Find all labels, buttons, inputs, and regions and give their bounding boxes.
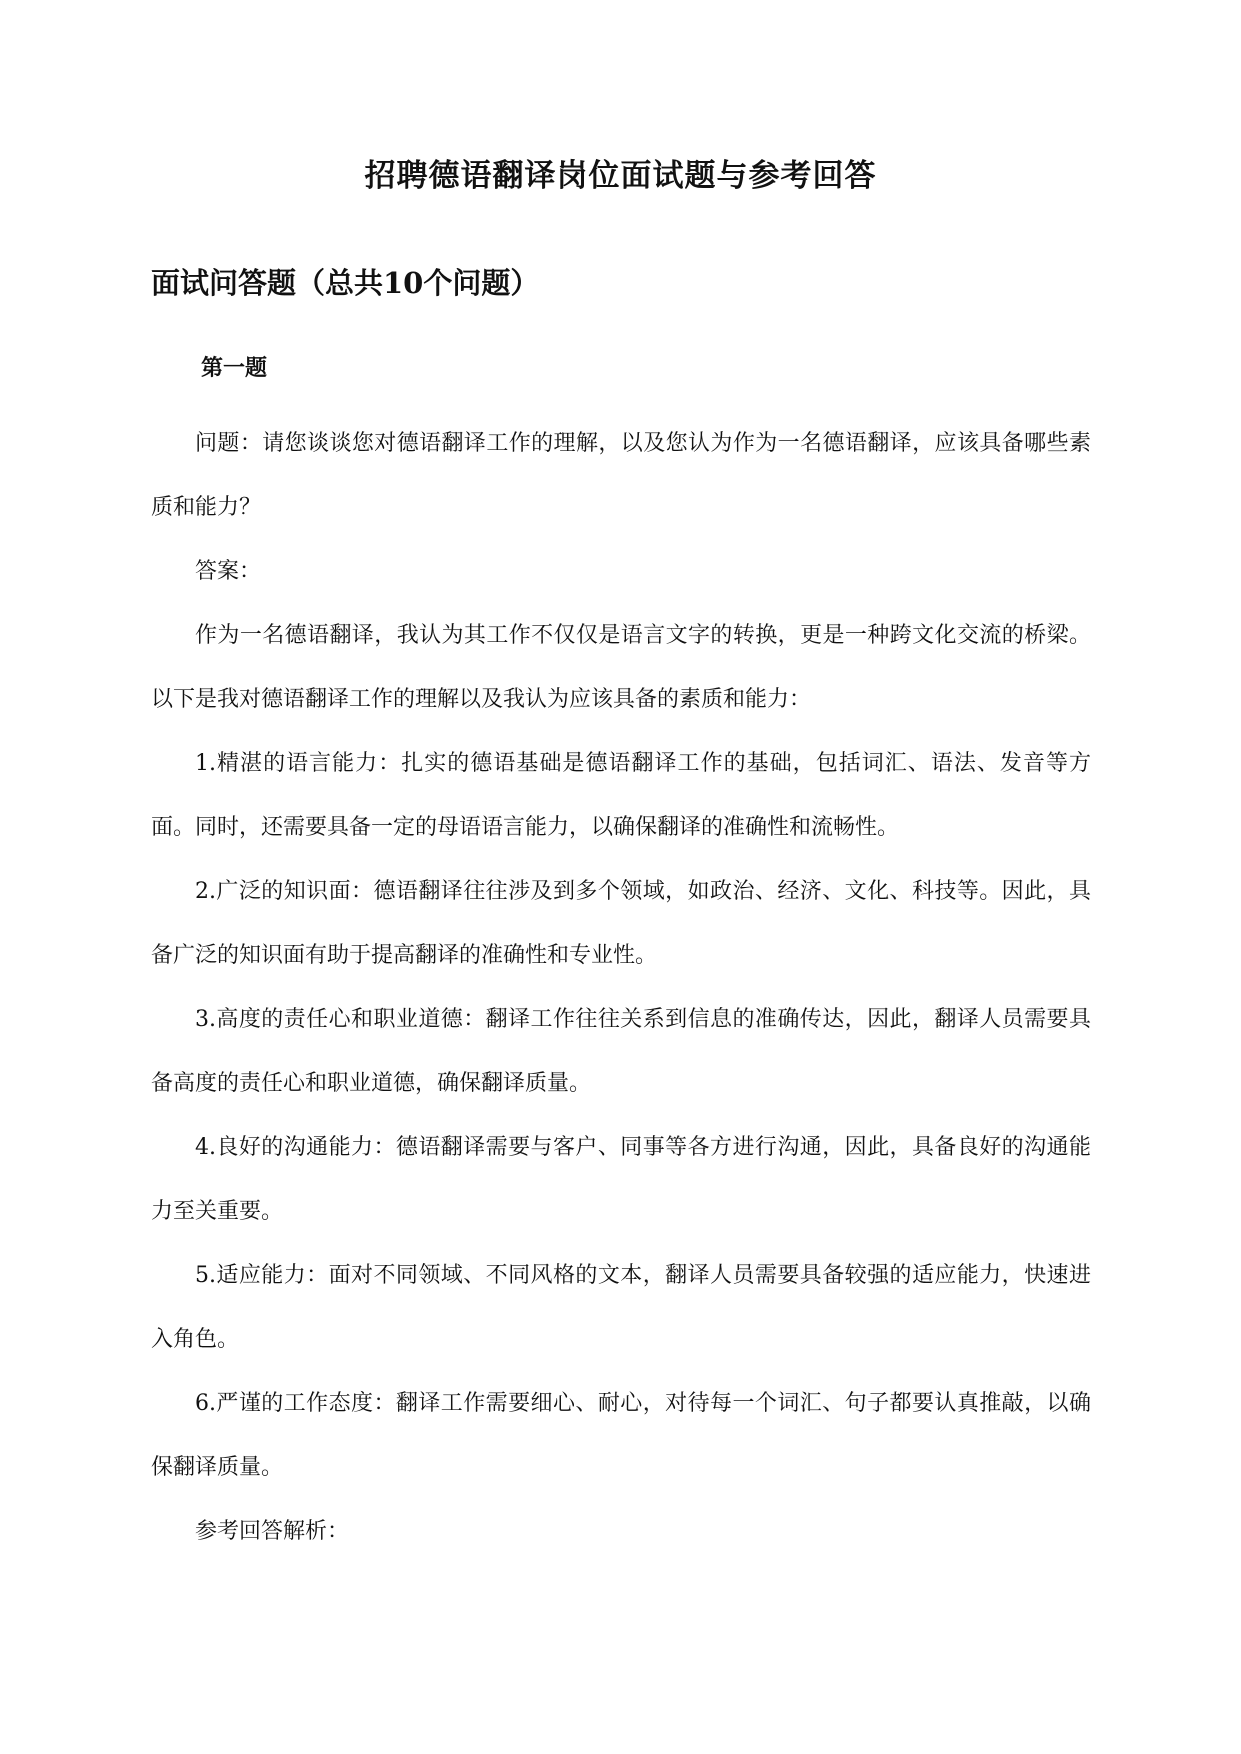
answer-point-6: 6.严谨的工作态度：翻译工作需要细心、耐心，对待每一个词汇、句子都要认真推敲，以确保翻译质量。 bbox=[151, 1391, 1091, 1480]
document-body bbox=[151, 412, 1091, 1564]
answer-intro: 作为一名德语翻译，我认为其工作不仅仅是语言文字的转换，更是一种跨文化交流的桥梁。以下是我对德语翻译工作的理解以及我认为应该具备的素质和能力： bbox=[151, 623, 1091, 712]
analysis-label: 参考回答解析： bbox=[195, 1519, 350, 1544]
answer-point-5: 5.适应能力：面对不同领域、不同风格的文本，翻译人员需要具备较强的适应能力，快速进入角色。 bbox=[151, 1263, 1091, 1352]
answer-point-2: 2.广泛的知识面：德语翻译往往涉及到多个领域，如政治、经济、文化、科技等。因此，具备广泛的知识面有助于提高翻译的准确性和专业性。 bbox=[151, 879, 1091, 968]
answer-point-3: 3.高度的责任心和职业道德：翻译工作往往关系到信息的准确传达，因此，翻译人员需要具备高度的责任心和职业道德，确保翻译质量。 bbox=[151, 1007, 1091, 1096]
question-heading: 第一题 bbox=[201, 355, 268, 381]
answer-point-1: 1.精湛的语言能力：扎实的德语基础是德语翻译工作的基础，包括词汇、语法、发音等方面。同时，还需要具备一定的母语语言能力，以确保翻译的准确性和流畅性。 bbox=[151, 751, 1091, 840]
question-text: 问题：请您谈谈您对德语翻译工作的理解，以及您认为作为一名德语翻译，应该具备哪些素质和能力？ bbox=[151, 431, 1091, 520]
answer-point-4: 4.良好的沟通能力：德语翻译需要与客户、同事等各方进行沟通，因此，具备良好的沟通能力至关重要。 bbox=[151, 1135, 1091, 1224]
section-heading: 面试问答题（总共10个问题） bbox=[151, 266, 540, 300]
answer-label: 答案： bbox=[195, 559, 262, 584]
document-title: 招聘德语翻译岗位面试题与参考回答 bbox=[364, 158, 877, 194]
